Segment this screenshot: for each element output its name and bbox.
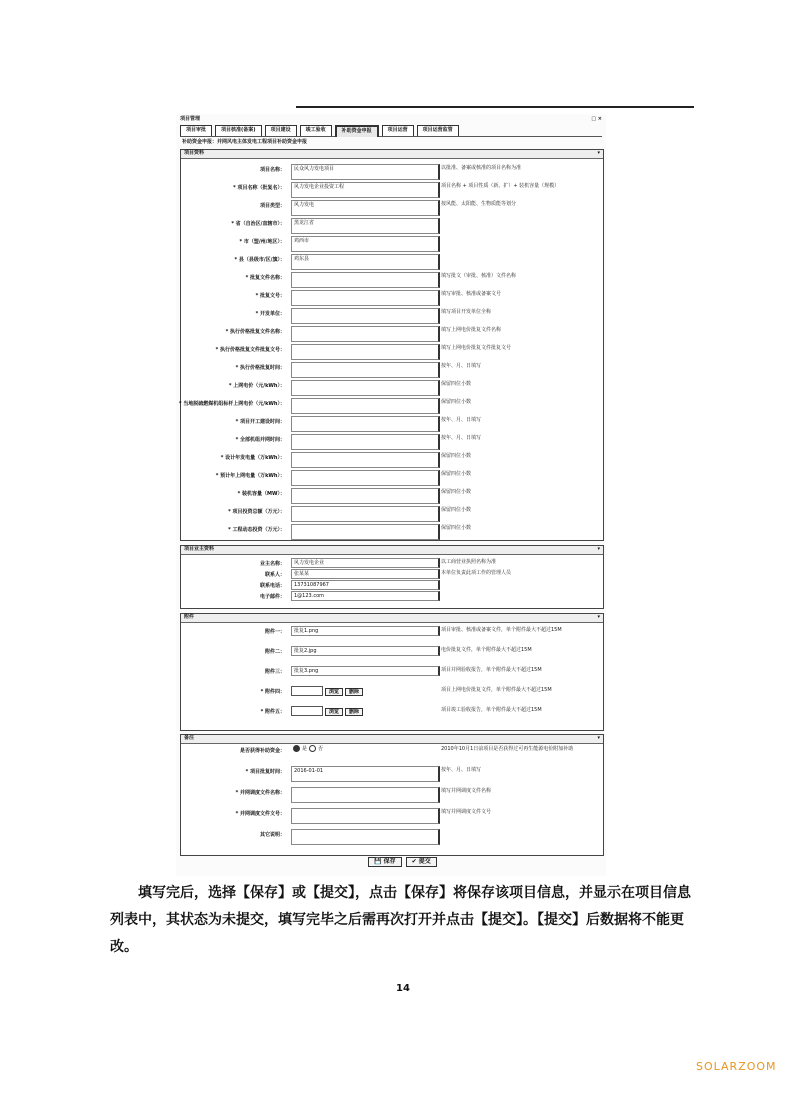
submit-button[interactable]: ✔ 提交	[406, 857, 437, 867]
field-hint: 以批准、备案或核准的项目名称为准	[441, 165, 522, 171]
field-input[interactable]	[291, 236, 440, 252]
delete-button[interactable]: 删除	[345, 708, 363, 716]
field-value: 风力发电	[294, 202, 315, 208]
field-input[interactable]	[291, 506, 440, 522]
field-input[interactable]	[291, 290, 440, 306]
field-hint: 按年、月、日填写	[441, 767, 482, 773]
field-label: * 项目名称（批复名）：	[233, 185, 285, 191]
delete-button[interactable]: 删除	[345, 688, 363, 696]
field-label: * 附件四：	[260, 689, 285, 695]
page-number: 14	[396, 983, 410, 994]
field-input[interactable]	[291, 362, 440, 378]
collapse-icon[interactable]: ▾	[597, 614, 600, 620]
field-value: 黑龙江省	[294, 220, 315, 226]
tab-operation[interactable]: 项目运营	[382, 125, 414, 136]
field-value: 张某某	[294, 571, 310, 577]
field-value: 风力发电企业	[294, 560, 325, 566]
field-label: * 执行价格批复文件批复文号：	[215, 347, 285, 353]
field-hint: 按风能、太阳能、生物质能等划分	[441, 201, 517, 207]
field-input[interactable]	[291, 666, 440, 676]
tab-acceptance[interactable]: 竣工验收	[300, 125, 332, 136]
field-label: * 当地脱硫燃煤机组标杆上网电价（元/kWh）：	[178, 401, 285, 407]
form-actions	[366, 857, 437, 867]
field-input[interactable]	[291, 524, 440, 540]
field-label: 业主名称：	[259, 561, 285, 567]
field-hint: 电价批复文件，单个附件最大不超过15M	[441, 647, 532, 653]
field-label: * 装机容量（MW）：	[237, 491, 285, 497]
field-hint: 项目名称 + 项目性质（新、扩）+ 装机容量（规模）	[441, 183, 560, 189]
tab-record[interactable]: 项目核准(备案)	[215, 125, 262, 136]
field-value: 风力发电企业投资工程	[294, 184, 345, 190]
top-rule	[296, 106, 694, 108]
field-input[interactable]	[291, 182, 440, 198]
field-hint: 按年、月、日填写	[441, 363, 482, 369]
project-info-panel	[180, 149, 604, 541]
field-input[interactable]	[291, 470, 440, 486]
body-paragraph: 填写完后，选择【保存】或【提交】，点击【保存】将保存该项目信息，并显示在项目信息列表中，其状态为未提交，填写完毕之后需再次打开并点击【提交】。【提交】后数据将不能更改。	[110, 885, 691, 955]
field-input[interactable]	[291, 766, 440, 782]
field-hint: 按年、月、日填写	[441, 435, 482, 441]
collapse-icon[interactable]: ▾	[597, 546, 600, 552]
field-hint: 填写并网调度文件文号	[441, 809, 492, 815]
field-label: * 县（县级市/区/旗）：	[234, 257, 285, 263]
panel-title: 项目业主资料	[184, 546, 215, 552]
field-input[interactable]	[291, 745, 437, 759]
field-label: * 全部机组并网时间：	[235, 437, 285, 443]
field-label: 联系人：	[264, 572, 285, 578]
panel-header	[181, 735, 603, 744]
field-input[interactable]	[291, 452, 440, 468]
panel-title: 附件	[184, 614, 195, 620]
field-input[interactable]	[291, 164, 440, 180]
field-input[interactable]	[291, 200, 440, 216]
field-value: 13731087967	[294, 582, 329, 588]
field-input[interactable]	[291, 686, 437, 694]
field-label: 附件二：	[264, 649, 285, 655]
radio-no[interactable]	[309, 745, 316, 752]
collapse-icon[interactable]: ▾	[597, 735, 600, 741]
tab-approval[interactable]: 项目审批	[180, 125, 212, 136]
panel-header	[181, 150, 603, 159]
embedded-screenshot	[176, 114, 606, 876]
field-hint: 按年、月、日填写	[441, 417, 482, 423]
save-button-label: 保存	[383, 858, 396, 865]
field-input[interactable]	[291, 646, 440, 656]
brand-watermark: SOLARZOOM	[696, 1060, 777, 1073]
panel-title: 项目资料	[184, 150, 205, 156]
panel-header	[181, 546, 603, 555]
field-label: * 设计年发电量（万kWh）：	[220, 455, 285, 461]
field-hint: 填写上网电价批复文件批复文号	[441, 345, 512, 351]
field-hint: 填写上网电价批复文件名称	[441, 327, 502, 333]
field-input[interactable]	[291, 416, 440, 432]
field-label: * 项目投资总额（万元）：	[228, 509, 285, 515]
field-label: * 批复文件名称：	[245, 275, 285, 281]
tab-supervision[interactable]: 项目运营监管	[417, 125, 459, 136]
field-value: 批复3.png	[294, 668, 319, 674]
field-input[interactable]	[291, 254, 440, 270]
tab-construction[interactable]: 项目建设	[265, 125, 297, 136]
field-label: * 并网调度文件名称：	[235, 790, 285, 796]
field-hint: 填写批文（审批、核准）文件名称	[441, 273, 517, 279]
field-input[interactable]	[291, 398, 440, 414]
field-input[interactable]	[291, 569, 440, 579]
field-label: * 并网调度文件文号：	[235, 811, 285, 817]
field-hint: 保留四位小数	[441, 525, 472, 531]
field-input[interactable]	[291, 272, 440, 288]
file-path-input[interactable]	[291, 706, 323, 716]
field-hint: 保留四位小数	[441, 507, 472, 513]
field-input[interactable]	[291, 829, 440, 845]
field-hint: 保留四位小数	[441, 453, 472, 459]
field-hint: 保留四位小数	[441, 399, 472, 405]
field-label: * 省（自治区/直辖市）：	[231, 221, 285, 227]
save-button[interactable]: 💾 保存	[368, 857, 402, 867]
radio-no-label: 否	[318, 746, 324, 752]
panel-title: 备注	[184, 735, 195, 741]
close-icon[interactable]: □ ×	[591, 116, 602, 122]
field-value: 1@123.com	[294, 593, 324, 599]
field-label: 附件一：	[264, 629, 285, 635]
field-input[interactable]	[291, 326, 440, 342]
field-input[interactable]	[291, 706, 437, 714]
field-input[interactable]	[291, 626, 440, 636]
field-input[interactable]	[291, 580, 440, 590]
tab-subsidy[interactable]: 补助资金申报	[335, 125, 379, 137]
radio-yes[interactable]	[293, 745, 300, 752]
field-input[interactable]	[291, 558, 440, 568]
field-hint: 项目并网验收报告，单个附件最大不超过15M	[441, 667, 542, 673]
field-hint: 2010年10月1日前项目是否获得过可再生能源电价附加补助	[441, 746, 574, 752]
breadcrumb: 补助资金申报：并网风电主体发电工程项目补助资金申报	[182, 139, 308, 145]
field-value: 鸡西市	[294, 238, 310, 244]
radio-yes-label: 是	[302, 746, 308, 752]
field-value: 鸡东县	[294, 256, 310, 262]
field-label: * 执行价格批复文件名称：	[225, 329, 285, 335]
field-label: 项目类型：	[259, 203, 285, 209]
field-hint: 填写审批、核准或备案文号	[441, 291, 502, 297]
owner-info-panel	[180, 545, 604, 609]
field-label: * 项目批复时间：	[245, 769, 285, 775]
field-value: 批复2.jpg	[294, 648, 317, 654]
field-hint: 保留四位小数	[441, 471, 472, 477]
field-input[interactable]	[291, 380, 440, 396]
tab-bar	[180, 125, 602, 137]
browse-button[interactable]: 浏览	[325, 708, 343, 716]
browse-button[interactable]: 浏览	[325, 688, 343, 696]
field-label: 其它说明：	[259, 832, 285, 838]
collapse-icon[interactable]: ▾	[597, 150, 600, 156]
field-input[interactable]	[291, 808, 440, 824]
screenshot-title: 项目管理	[180, 116, 201, 122]
field-label: * 工程动态投资（万元）：	[228, 527, 285, 533]
field-label: * 开发单位：	[255, 311, 285, 317]
field-value: 批复1.png	[294, 628, 319, 634]
field-label: 联系电话：	[259, 583, 285, 589]
field-label: 是否获得补助资金：	[239, 748, 285, 754]
file-path-input[interactable]	[291, 686, 323, 696]
attachments-panel	[180, 613, 604, 731]
submit-button-label: 提交	[418, 858, 431, 865]
field-label: * 预计年上网电量（万kWh）：	[215, 473, 285, 479]
field-input[interactable]	[291, 488, 440, 504]
field-label: * 市（盟/州/地区）：	[239, 239, 285, 245]
field-input[interactable]	[291, 434, 440, 450]
field-label: * 上网电价（元/kWh）：	[228, 383, 285, 389]
field-input[interactable]	[291, 218, 440, 234]
field-hint: 项目审批、核准或备案文件，单个附件最大不超过15M	[441, 627, 562, 633]
field-hint: 保留四位小数	[441, 381, 472, 387]
remarks-panel	[180, 734, 604, 856]
panel-header	[181, 614, 603, 623]
field-input[interactable]	[291, 787, 440, 803]
field-label: 项目名称：	[259, 167, 285, 173]
field-hint: 填写项目开发单位全称	[441, 309, 492, 315]
field-hint: 项目上网电价批复文件，单个附件最大不超过15M	[441, 687, 552, 693]
field-input[interactable]	[291, 344, 440, 360]
field-hint: 项目竣工验收报告，单个附件最大不超过15M	[441, 707, 542, 713]
field-hint: 本单位负责此项工作的管理人员	[441, 570, 512, 576]
field-input[interactable]	[291, 591, 440, 601]
field-hint: 保留四位小数	[441, 489, 472, 495]
field-label: 电子邮件：	[259, 594, 285, 600]
field-label: * 执行价格批复时间：	[235, 365, 285, 371]
field-label: * 批复文号：	[255, 293, 285, 299]
field-hint: 填写并网调度文件名称	[441, 788, 492, 794]
field-label: * 项目开工建设时间：	[235, 419, 285, 425]
field-input[interactable]	[291, 308, 440, 324]
field-label: 附件三：	[264, 669, 285, 675]
field-hint: 以工商营业执照名称为准	[441, 559, 497, 565]
field-label: * 附件五：	[260, 709, 285, 715]
field-value: 民众风力发电项目	[294, 166, 335, 172]
field-value: 2016-01-01	[294, 768, 324, 774]
